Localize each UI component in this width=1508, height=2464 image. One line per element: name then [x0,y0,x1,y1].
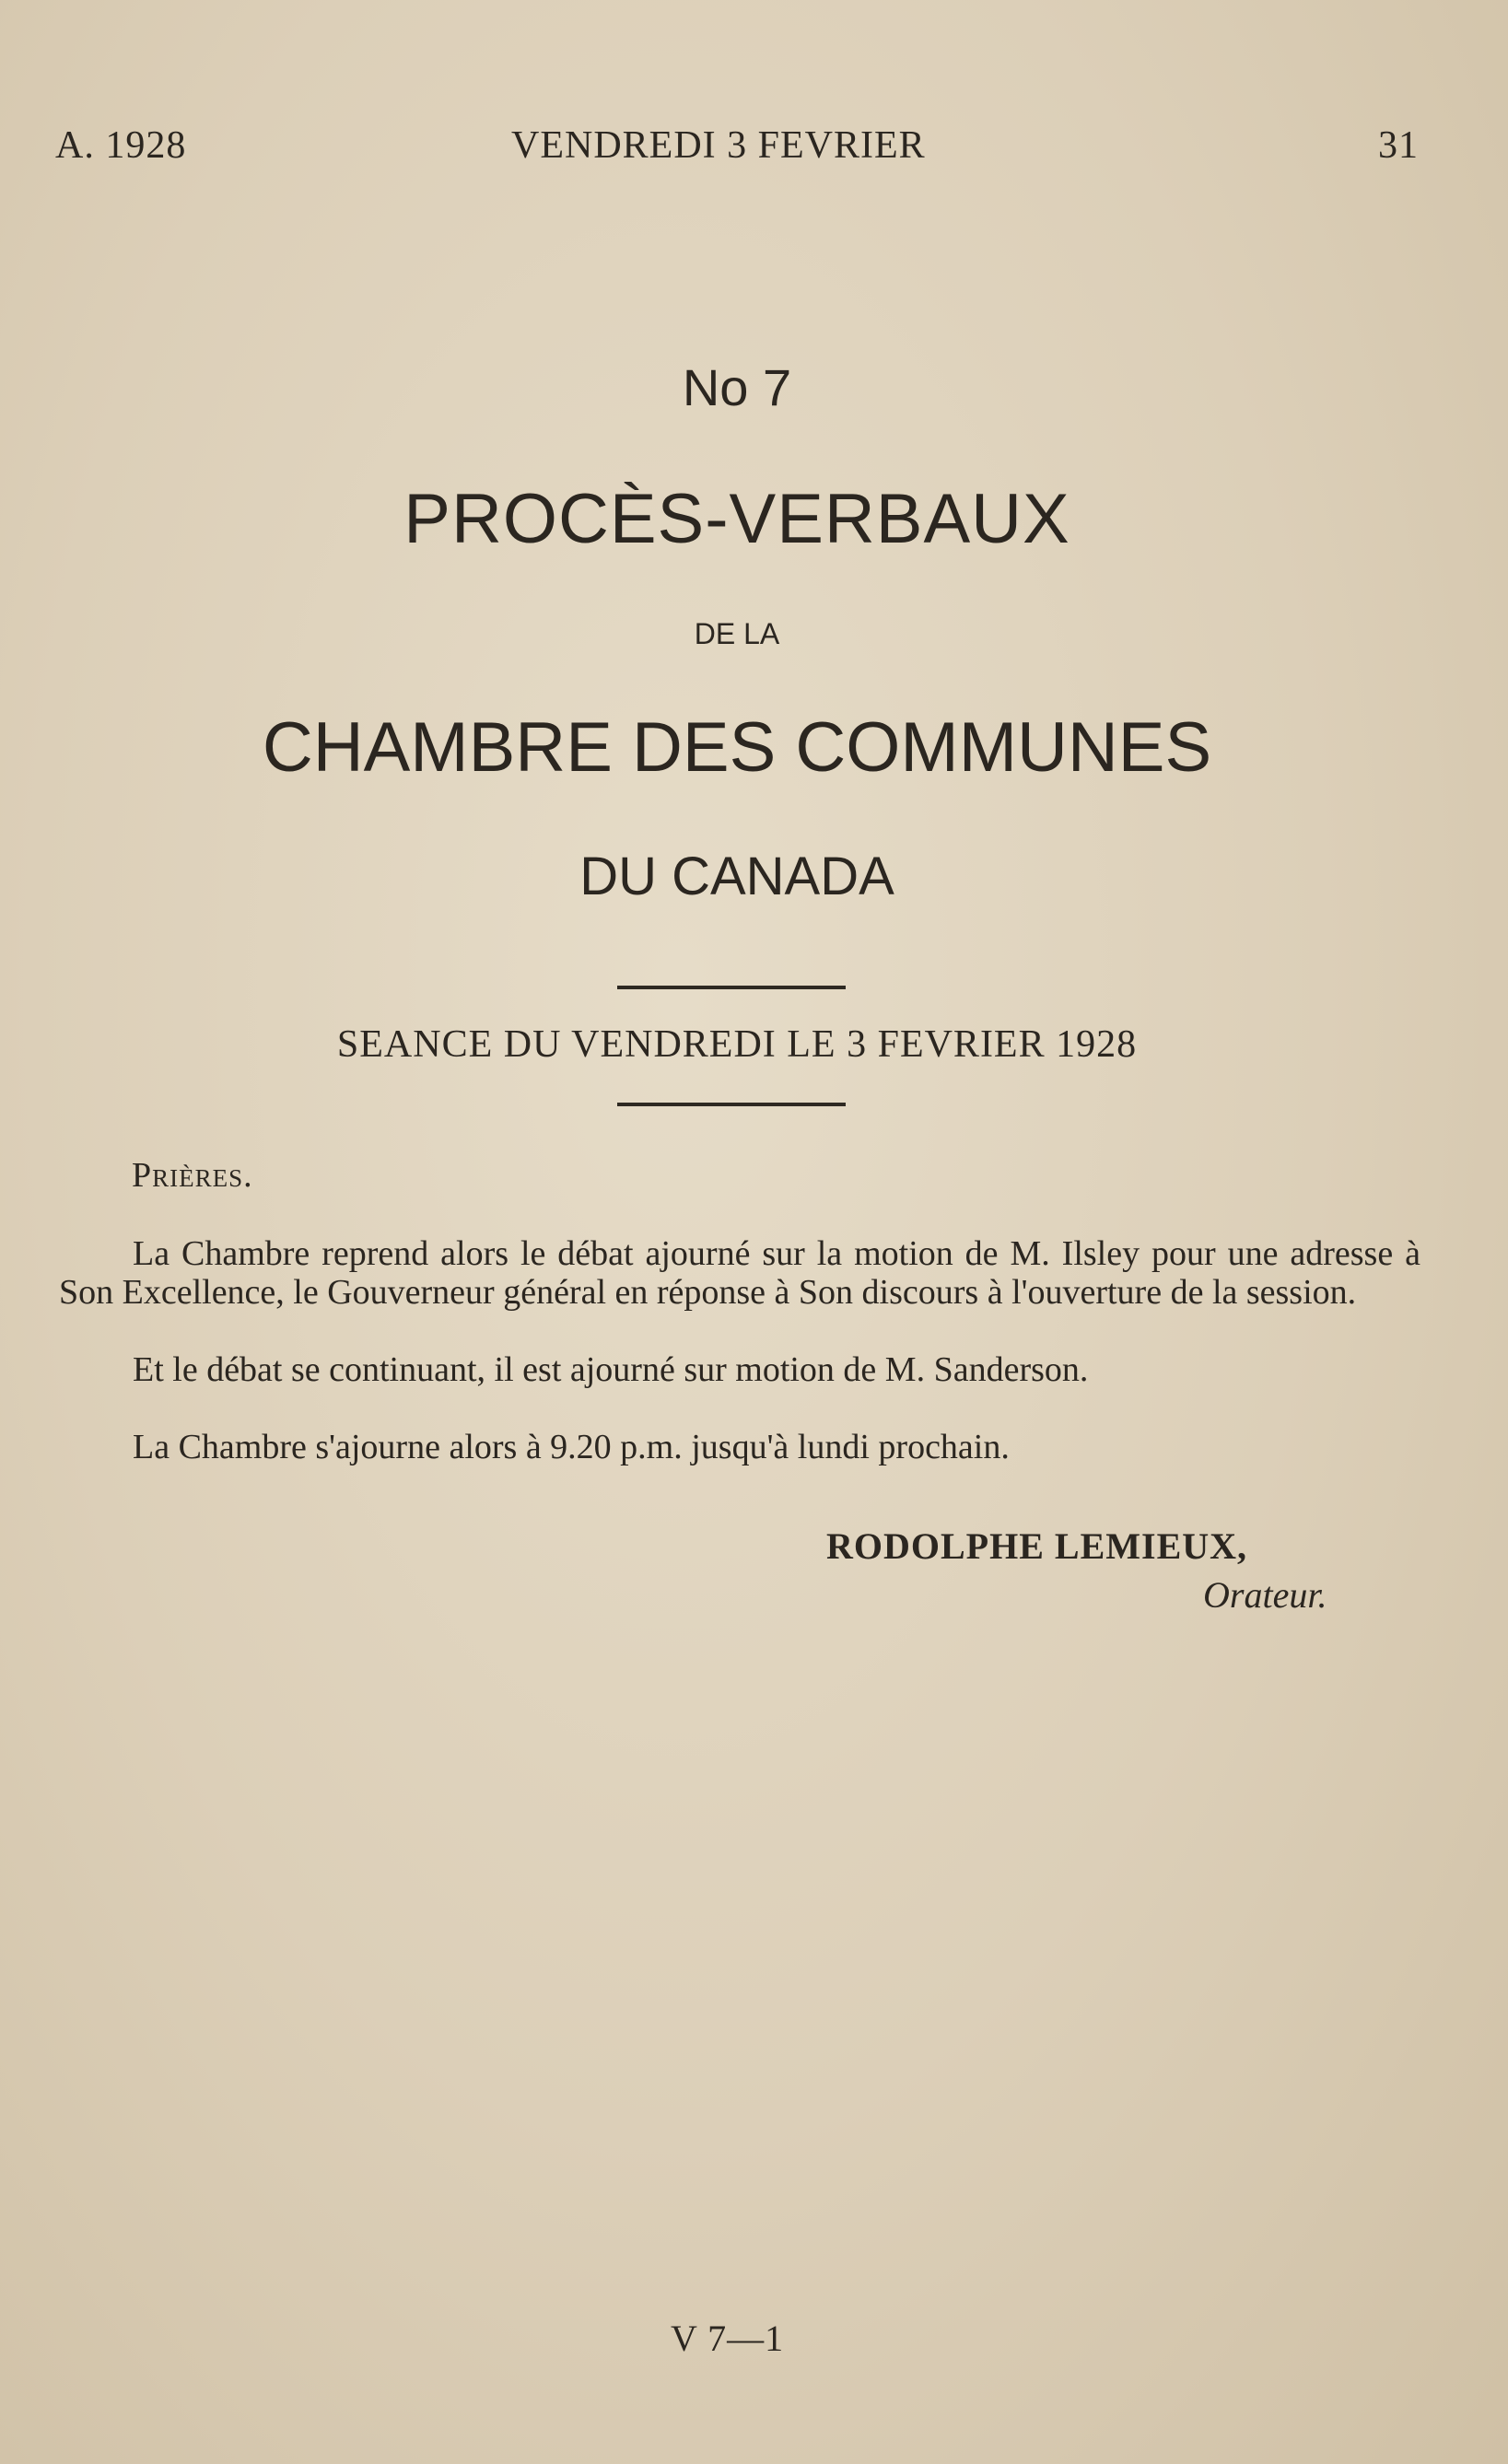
signature-name: RODOLPHE LEMIEUX, [826,1525,1248,1567]
divider-top [617,986,846,989]
header-year: A. 1928 [55,124,187,167]
prayers-label: Prières. [132,1156,253,1195]
issue-number: No 7 [682,358,792,416]
paragraph-adjourned-motion: Et le débat se continuant, il est ajourné sur motion de M. Sanderson. [133,1350,1089,1389]
divider-bottom [617,1103,846,1106]
title-connector: DE LA [694,617,780,650]
running-header [55,123,1419,179]
signature-title: Orateur. [1203,1574,1327,1616]
document-title: PROCÈS-VERBAUX [403,480,1070,558]
page-number: 31 [1378,124,1419,167]
paragraph-debate: La Chambre reprend alors le débat ajourné sur la motion de M. Ilsley pour une adresse à Son Excellence, le Gouverneur général en réponse à Son discours à l'ouverture de la session. [59,1234,1420,1312]
institution-name: CHAMBRE DES COMMUNES [262,708,1212,787]
header-date: VENDREDI 3 FEVRIER [511,124,926,167]
country-name: DU CANADA [579,847,894,906]
paragraph-house-adjourns: La Chambre s'ajourne alors à 9.20 p.m. jusqu'à lundi prochain. [133,1428,1010,1466]
signature-mark: V 7—1 [671,2318,785,2359]
session-heading: SEANCE DU VENDREDI LE 3 FEVRIER 1928 [336,1023,1138,1066]
